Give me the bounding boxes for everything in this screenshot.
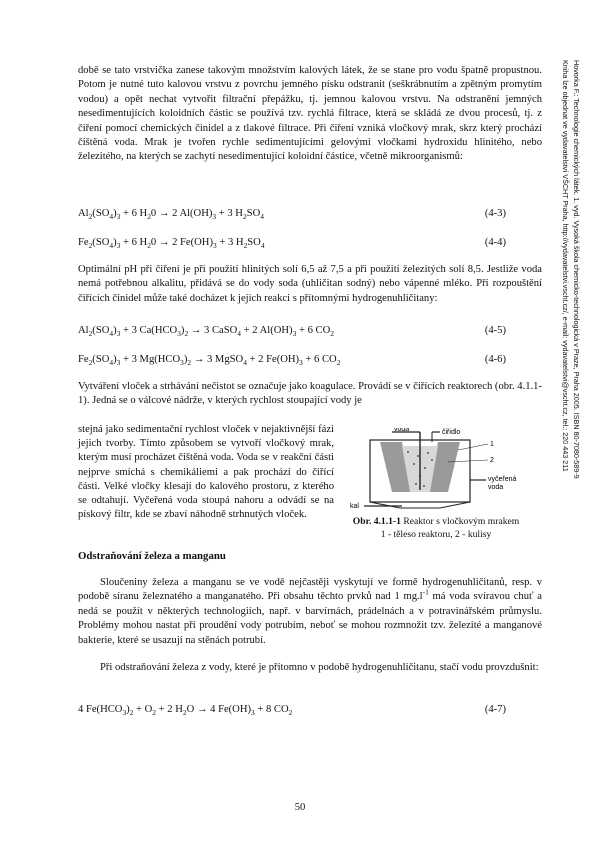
equation-4-7 [78,703,542,717]
caption-title: Reaktor s vločkovým mrakem [403,516,520,527]
section-heading: Odstraňování železa a manganu [78,550,226,562]
equation-4-5 [78,324,542,338]
equation-number: (4-3) [484,208,506,219]
equation-number: (4-5) [484,325,506,336]
caption-legend: 1 - těleso reaktoru, 2 - kulisy [380,529,492,540]
label-kal: kal [350,503,359,510]
citation-sidebar [550,60,582,800]
label-vycerena: vyčeřená [488,476,517,483]
equation-number: (4-7) [484,704,506,715]
caption-number: Obr. 4.1.1-1 [352,516,401,527]
coagulation-paragraph-wrap: stejná jako sedimentační rychlost vloček v nejaktivnější fázi jejich tvorby. Tímto způsobem se vytvoří vločkový mrak, kterým musí procházet čištěná voda. Voda se v reakční části nejprve smíchá s chemikáliemi a pak prochází do čiřící části. Velké vločky klesají do kalového prostoru, z kterého se odtahují. Vyčeřená voda stoupá nahoru a odvádí se na pískový filtr, kde se zbaví náhodně strhnutých vloček. [78,424,334,521]
reactor-figure [330,428,542,519]
equation-4-6 [78,353,542,367]
label-cirido: čiřidlo [442,429,461,436]
reactor-diagram [330,428,542,514]
equation-formula: $Fe_2(SO_4)_3 + 3$ $Mg(HCO_3)_2 \to 3$ MgSO$_4$ + 2 $Fe(OH)_3 + 6$ $CO_2$ [78,354,341,368]
equation-4-3 [78,207,542,221]
equation-formula: $Al_2(SO_4)_3 + 6$ $H_20 \to 2$ $Al(OH)_3 + 3$ $H_2SO_4$ [78,208,264,222]
equation-formula: 4 $Fe(HCO_3)_2 + O_2 + 2$ $H_2O \to 4$ $Fe(OH)_3 + 8$ $CO_2$ [78,704,293,718]
citation-line-1: Hovorka F.: Technologie chemických látek. 1. vyd. Vysoká škola chemicko-technologická v Praze, Praha 2005. ISBN 80-7080-589-9 [572,60,581,479]
oxidation-paragraph: Při odstraňování železa z vody, které je přítomno v podobě hydrogenuhličitanu, stačí vodu provzdušnit: [100,662,539,673]
equation-formula: $Fe_2(SO_4)_3 + 6$ $H_20 \to 2$ $Fe(OH)_3 + 3$ $H_2SO_4$ [78,237,265,251]
label-voda: voda [394,428,410,433]
equation-number: (4-4) [484,237,506,248]
figure-caption [324,515,548,541]
page-number: 50 [294,802,306,813]
iron-manganese-paragraph: Sloučeniny železa a manganu se ve vodě nejčastěji vyskytují ve formě hydrogenuhličitanů, resp. v podobě síranu železnatého a manganatého. Při obsahu těchto prvků nad 1 $mg.l^{-1}$ má voda svíravou chuť a nedá se použít v některých technologiích, např. v barvírnách, prádelnách a v potravinářském průmyslu. Problémy mohou nastat při proudění vody potrubím, neboť se mohou rozmnožit tzv. železité a manganové bakterie, které se usazují na stěnách potrubí. [78,577,542,646]
intro-paragraph: době se tato vrstvička zanese takovým množstvím kalových látek, že se stane pro vodu špatně propustnou. Potom je nutné tuto kalovou vrstvu z povrchu jemného písku odstranit (seškrábnutím a zpětným promytím vodou) a opět nechat vytvořit filtrační přepážku, tj. jemnou kalovou vrstvu. Na odstranění jemných nesedimentujících koloidních částic se používá tzv. rychlá filtrace, která se skládá ze dvou procesů, tj. z čiření pomocí chemických činidel a z tlakové filtrace. Při čiření vzniká vločkový mrak, skrz který prochází čištěná voda. Mrak je tvořen rychle sedimentujícími gelovými vločkami hydroxidu hlinitého, nebo železitého, na kterých se zachytí nesedimentující koloidní částice, včetně mikroorganismů: [78,65,542,163]
ph-paragraph: Optimální pH při čiření je při použití hlinitých solí 6,5 až 7,5 a při použití železitých solí 8,5. Jestliže voda nemá potřebnou alkalitu, přidává se do vody soda (uhličitan sodný) nebo vápenné mléko. Při rozpouštění čiřících činidel může také docházet k jejich reakci s přítomnými hydrogenuhličitany: [78,264,542,304]
equation-number: (4-6) [484,354,506,365]
label-2: 2 [490,457,494,464]
sludge-cone [370,502,470,508]
coagulation-paragraph-top: Vytváření vloček a strhávání nečistot se označuje jako koagulace. Provádí se v čiřících reaktorech (obr. 4.1.1-1). Jedná se o válcové nádrže, v kterých rychlost stoupající vody je [78,381,542,407]
label-1: 1 [490,441,494,448]
citation-line-2: Kniha lze objednat ve vydavatelství VŠCHT Praha, http://vydavatelstvi.vscht.cz/, e-mail: vydavatelstvi@vscht.cz, tel.: 220 443 211 [561,60,570,472]
label-voda-2: voda [488,484,504,491]
equation-formula: $Al_2(SO_4)_3 + 3$ $Ca(HCO_3)_2 \to 3$ CaSO$_4$ + 2 $Al(OH)_3 + 6$ $CO_2$ [78,325,334,339]
equation-4-4 [78,236,542,250]
